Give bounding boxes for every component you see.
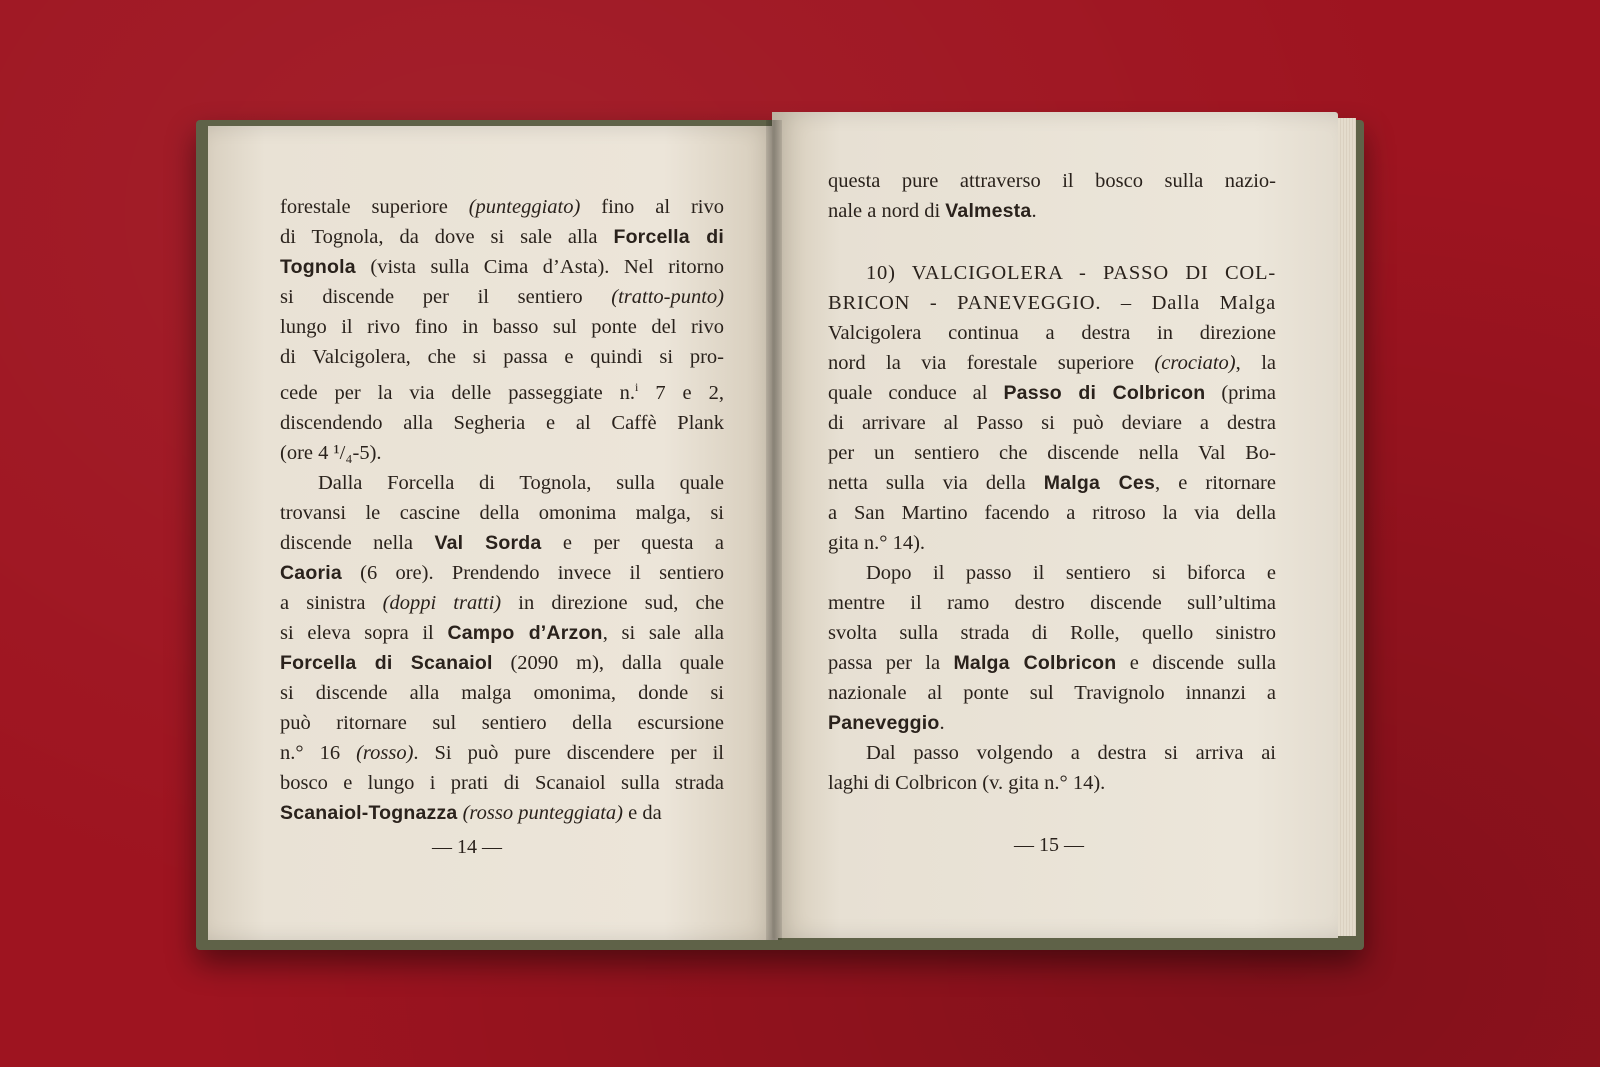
text-line: [280, 768, 724, 798]
text-run: e discende sulla: [1116, 652, 1276, 674]
right-page-text: [828, 166, 1276, 798]
text-line: [828, 558, 1276, 588]
text-run: questa pure attraverso il bosco sulla nazio-: [828, 170, 1276, 192]
text-run: (prima: [1205, 382, 1277, 404]
text-run: nazionale al ponte sul Travignolo innanzi a: [828, 682, 1276, 704]
text-run: , la: [1235, 352, 1276, 374]
text-run: fino al rivo: [580, 196, 724, 218]
open-book: [196, 112, 1364, 950]
text-run: nord la via forestale superiore: [828, 352, 1155, 374]
text-run: Dopo il passo il sentiero si biforca e: [866, 562, 1276, 584]
italic-trail-marking: (punteggiato): [468, 196, 581, 218]
text-line: [280, 738, 724, 768]
text-run: lungo il rivo fino in basso sul ponte del rivo: [280, 316, 724, 338]
text-run: netta sulla via della: [828, 472, 1044, 494]
bold-place-name: Caoria: [280, 561, 342, 584]
text-line: [280, 558, 724, 588]
text-run: , e ritornare: [1155, 472, 1276, 494]
bold-place-name: Forcella di: [613, 226, 724, 248]
bold-place-name: Malga Colbricon: [953, 652, 1117, 674]
right-page-number: — 15 —: [1014, 834, 1084, 856]
bold-place-name: Tognola: [280, 256, 356, 278]
text-run: .: [939, 712, 945, 734]
text-line: [828, 768, 1276, 798]
text-line: [280, 468, 724, 498]
text-line: [280, 498, 724, 528]
text-run: in direzione sud, che: [501, 591, 724, 614]
text-line: [280, 372, 724, 408]
left-page-number: — 14 —: [432, 836, 502, 858]
text-run: di arrivare al Passo si può deviare a destra: [828, 412, 1276, 434]
bold-place-name: Campo d’Arzon: [447, 621, 603, 644]
text-run: laghi di Colbricon (v. gita n.° 14).: [828, 772, 1106, 794]
italic-trail-marking: (rosso punteggiata): [462, 801, 623, 824]
text-run: per un sentiero che discende nella Val Bo-: [828, 442, 1276, 464]
text-line: [828, 408, 1276, 438]
text-run: Dal passo volgendo a destra si arriva ai: [866, 742, 1276, 764]
italic-trail-marking: (crociato): [1154, 352, 1236, 374]
text-line: [828, 318, 1276, 348]
text-run: può ritornare sul sentiero della escursione: [280, 711, 724, 734]
text-run: . Si può pure discendere per il: [413, 741, 725, 764]
text-line: [828, 166, 1276, 196]
text-run: (ore 4 ¹/₄-5).: [280, 441, 382, 464]
text-run: Valcigolera continua a destra in direzione: [828, 322, 1276, 344]
text-line: [828, 678, 1276, 708]
text-line: [828, 196, 1276, 226]
text-line: [280, 678, 724, 708]
text-run: quale conduce al: [828, 382, 1004, 404]
text-line: [280, 342, 724, 372]
text-run: .: [1031, 200, 1037, 222]
bold-place-name: Scanaiol-Tognazza: [280, 801, 458, 824]
text-run: di Tognola, da dove si sale alla: [280, 226, 614, 248]
text-run: cede per la via delle passeggiate n.: [280, 381, 636, 404]
text-run: mentre il ramo destro discende sull’ultima: [828, 592, 1276, 614]
text-run: n.° 16: [280, 741, 357, 764]
text-line: [828, 528, 1276, 558]
text-line: [280, 438, 724, 468]
text-run: si discende alla malga omonima, donde si: [280, 681, 724, 704]
text-run: Dalla Forcella di Tognola, sulla quale: [318, 471, 724, 494]
text-line: [280, 408, 724, 438]
text-line: [828, 618, 1276, 648]
bold-place-name: Val Sorda: [434, 531, 542, 554]
text-run: si discende per il sentiero: [280, 286, 612, 308]
text-line: [280, 222, 724, 252]
superscript: i: [635, 380, 639, 394]
text-line: [828, 258, 1276, 288]
text-line: [828, 708, 1276, 738]
text-run: bosco e lungo i prati di Scanaiol sulla strada: [280, 771, 724, 794]
text-run: trovansi le cascine della omonima malga, si: [280, 501, 724, 524]
text-line: [828, 378, 1276, 408]
text-line: [280, 588, 724, 618]
text-line: [828, 468, 1276, 498]
text-line: [828, 588, 1276, 618]
page-edges: [1338, 118, 1356, 936]
text-run: (vista sulla Cima d’Asta). Nel ritorno: [355, 256, 724, 278]
text-run: (6 ore). Prendendo invece il sentiero: [341, 561, 724, 584]
text-run: e per questa a: [541, 531, 724, 554]
text-run: (2090 m), dalla quale: [492, 651, 724, 674]
left-page-text: [280, 192, 724, 828]
right-page: [772, 112, 1338, 938]
text-run: forestale superiore: [280, 196, 469, 218]
text-line: [828, 648, 1276, 678]
italic-trail-marking: (tratto-punto): [611, 286, 724, 308]
text-line: [280, 282, 724, 312]
text-line: [280, 798, 724, 828]
text-run: nale a nord di: [828, 200, 946, 222]
italic-trail-marking: (doppi tratti): [382, 591, 502, 614]
bold-place-name: Paneveggio: [828, 712, 940, 734]
text-line: [828, 738, 1276, 768]
bold-place-name: Forcella di Scanaiol: [280, 651, 493, 674]
text-run: passa per la: [828, 652, 954, 674]
left-page: [208, 126, 778, 940]
text-line: [828, 438, 1276, 468]
text-line: [828, 348, 1276, 378]
text-run: BRICON - PANEVEGGIO. – Dalla Malga: [828, 292, 1276, 314]
text-line: [280, 252, 724, 282]
text-run: , si sale alla: [602, 621, 724, 644]
text-run: 10) VALCIGOLERA - PASSO DI COL-: [866, 262, 1276, 284]
text-run: 7 e 2,: [638, 381, 724, 404]
text-line: [280, 192, 724, 222]
text-line: [828, 498, 1276, 528]
text-run: si eleva sopra il: [280, 621, 448, 644]
text-line: [280, 648, 724, 678]
bold-place-name: Valmesta: [945, 200, 1032, 222]
text-run: e da: [623, 801, 662, 824]
text-run: gita n.° 14).: [828, 532, 926, 554]
text-run: a sinistra: [280, 591, 383, 614]
italic-trail-marking: (rosso): [356, 741, 414, 764]
text-line: [280, 528, 724, 558]
text-line: [280, 708, 724, 738]
text-run: discende nella: [280, 531, 435, 554]
text-line: [828, 288, 1276, 318]
text-run: a San Martino facendo a ritroso la via della: [828, 502, 1276, 524]
text-run: svolta sulla strada di Rolle, quello sinistro: [828, 622, 1276, 644]
book-gutter: [766, 120, 782, 940]
bold-place-name: Passo di Colbricon: [1003, 382, 1206, 404]
text-line: [280, 618, 724, 648]
text-line: [280, 312, 724, 342]
text-run: di Valcigolera, che si passa e quindi si pro-: [280, 346, 724, 368]
text-run: discendendo alla Segheria e al Caffè Plank: [280, 411, 724, 434]
bold-place-name: Malga Ces: [1043, 472, 1156, 494]
